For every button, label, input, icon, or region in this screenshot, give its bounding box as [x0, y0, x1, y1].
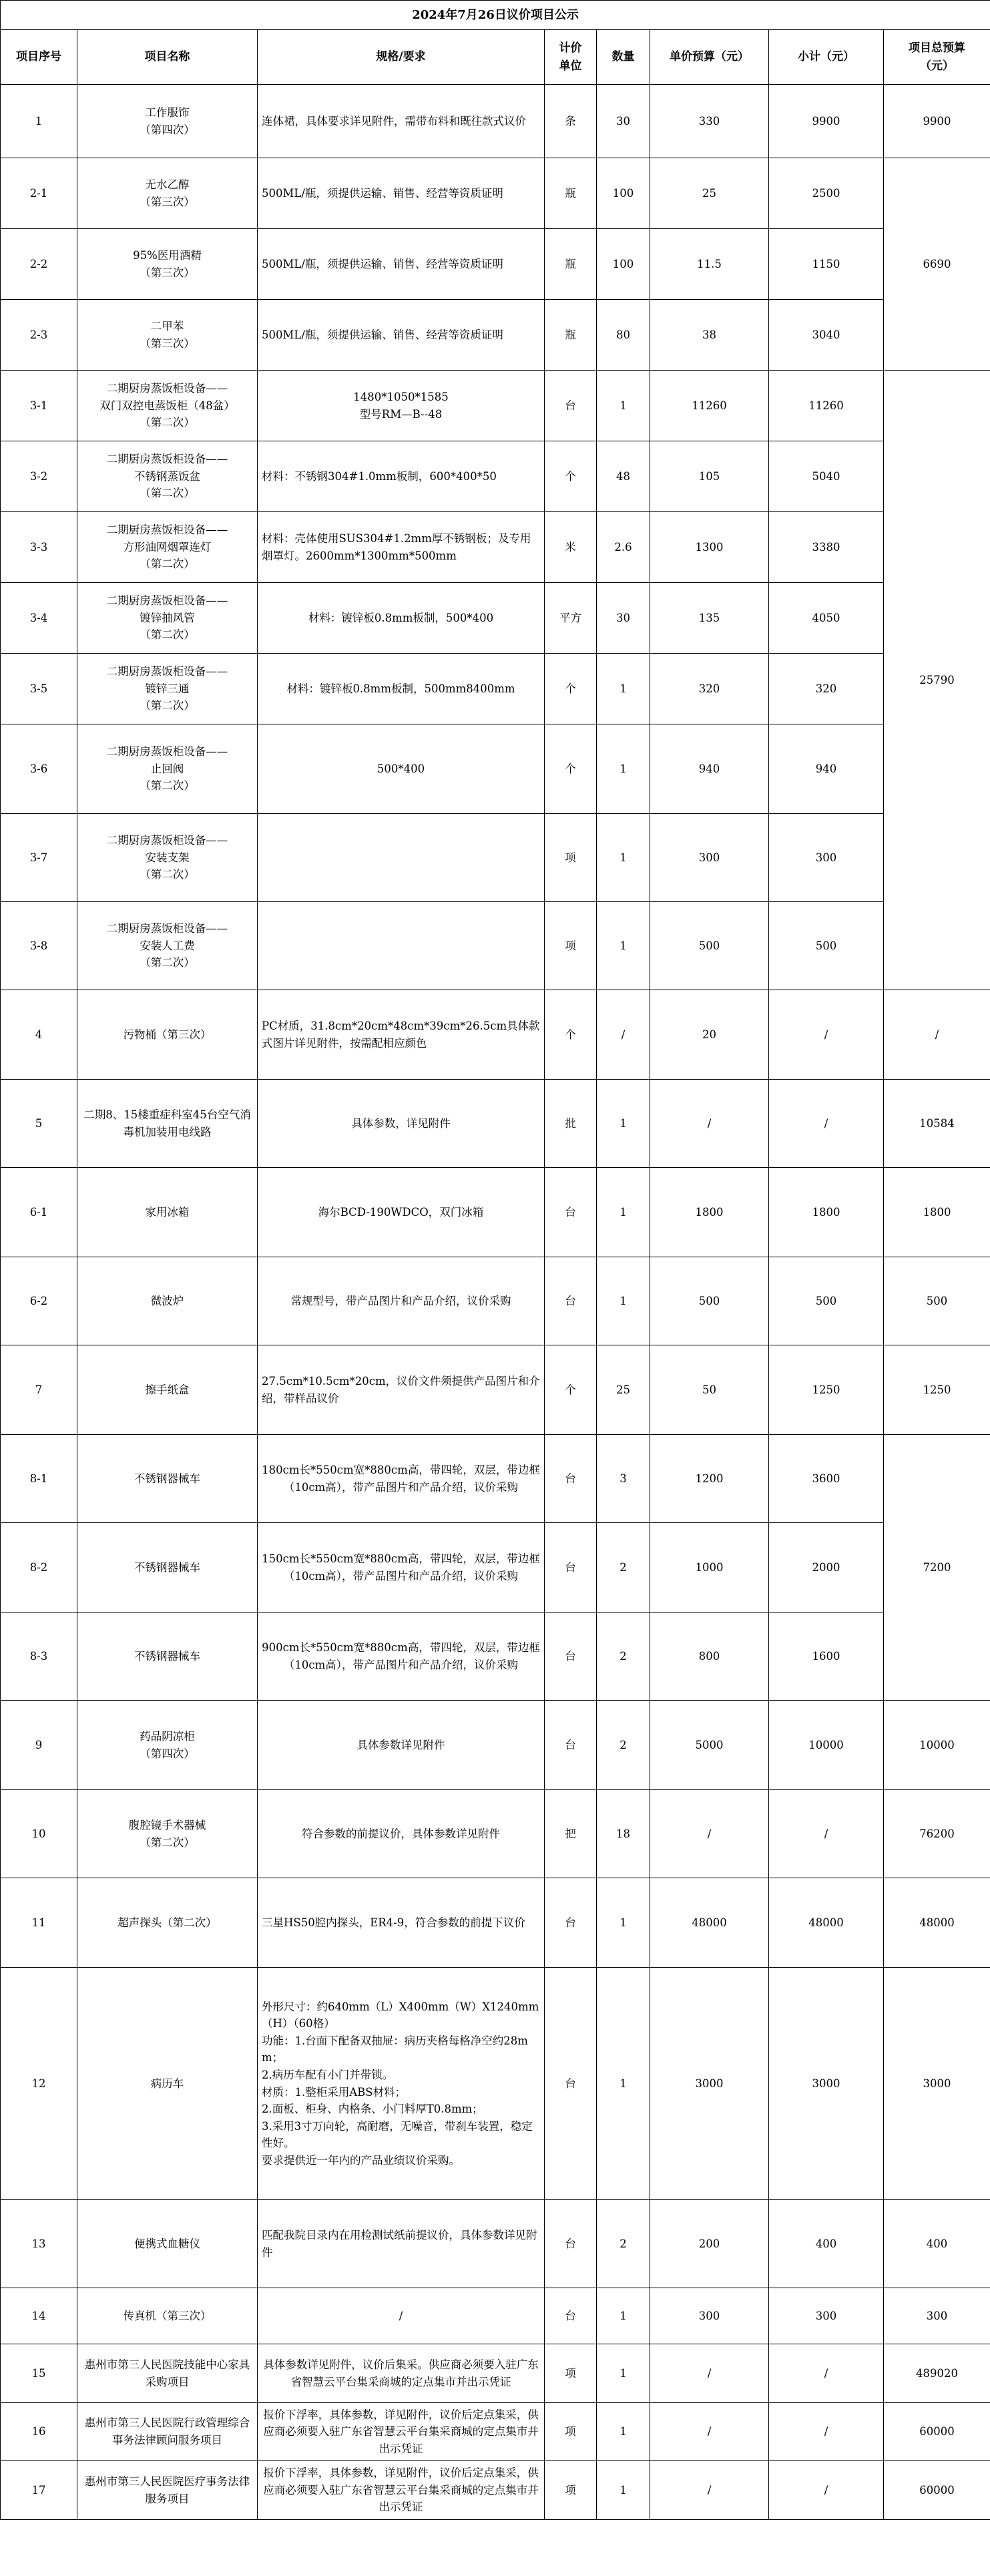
table-row: [1, 512, 990, 583]
row-subtotal: 3040: [769, 300, 884, 371]
row-unit: 台: [545, 2288, 597, 2344]
header-name: 项目名称: [77, 30, 258, 85]
row-total: 60000: [884, 2461, 990, 2520]
row-spec: 材料：壳体使用SUS304#1.2mm厚不锈钢板；及专用烟罩灯。2600mm*1300mm*500mm: [258, 512, 545, 583]
row-spec: 材料：镀锌板0.8mm板制，500*400: [258, 583, 545, 654]
table-row: [1, 1701, 990, 1790]
row-total: 489020: [884, 2344, 990, 2403]
row-spec: 150cm长*550cm宽*880cm高，带四轮，双层，带边框（10cm高），带产品图片和产品介绍，议价采购: [258, 1523, 545, 1613]
row-subtotal: 1600: [769, 1613, 884, 1701]
row-spec: 1480*1050*1585 型号RM—B--48: [258, 371, 545, 441]
table-title: 2024年7月26日议价项目公示: [1, 1, 990, 30]
row-subtotal: 2500: [769, 158, 884, 229]
row-spec: /: [258, 2288, 545, 2344]
table-row: [1, 229, 990, 300]
table-row: [1, 371, 990, 441]
row-total: 7200: [884, 1435, 990, 1701]
row-seq: 3-6: [1, 724, 77, 814]
row-qty: 80: [597, 300, 650, 371]
row-spec: 报价下浮率，具体参数，详见附件，议价后定点集采，供应商必须要入驻广东省智慧云平台集采商城的定点集市并出示凭证: [258, 2403, 545, 2461]
row-name: 无水乙醇 （第三次）: [77, 158, 258, 229]
header-spec: 规格/要求: [258, 30, 545, 85]
row-seq: 5: [1, 1080, 77, 1168]
row-seq: 3-5: [1, 654, 77, 724]
row-name: 二期厨房蒸饭柜设备—— 不锈钢蒸饭盆 （第二次）: [77, 441, 258, 512]
row-qty: /: [597, 990, 650, 1080]
row-unit: 瓶: [545, 229, 597, 300]
row-seq: 16: [1, 2403, 77, 2461]
row-spec: 500ML/瓶，须提供运输、销售、经营等资质证明: [258, 158, 545, 229]
row-qty: 1: [597, 2344, 650, 2403]
row-spec: 三星HS50腔内探头，ER4-9，符合参数的前提下议价: [258, 1878, 545, 1968]
row-name: 微波炉: [77, 1257, 258, 1345]
row-spec: 材料：镀锌板0.8mm板制，500mm8400mm: [258, 654, 545, 724]
row-name: 腹腔镜手术器械 （第二次）: [77, 1790, 258, 1878]
row-unit-price: 300: [650, 814, 769, 902]
table-row: [1, 1168, 990, 1257]
row-qty: 1: [597, 724, 650, 814]
header-total: 项目总预算 （元）: [884, 30, 990, 85]
row-qty: 2.6: [597, 512, 650, 583]
row-spec: 匹配我院目录内在用检测试纸前提议价，具体参数详见附件: [258, 2200, 545, 2288]
row-qty: 30: [597, 85, 650, 158]
row-seq: 9: [1, 1701, 77, 1790]
row-name: 二期厨房蒸饭柜设备—— 镀锌三通 （第二次）: [77, 654, 258, 724]
row-subtotal: 3380: [769, 512, 884, 583]
row-name: 二期厨房蒸饭柜设备—— 安装人工费 （第二次）: [77, 902, 258, 990]
row-unit: 项: [545, 2461, 597, 2520]
table-row: [1, 990, 990, 1080]
row-seq: 8-1: [1, 1435, 77, 1523]
row-qty: 2: [597, 2200, 650, 2288]
row-name: 不锈钢器械车: [77, 1523, 258, 1613]
table-row: [1, 300, 990, 371]
row-subtotal: 10000: [769, 1701, 884, 1790]
row-unit-price: 300: [650, 2288, 769, 2344]
row-unit-price: 1800: [650, 1168, 769, 1257]
row-name: 便携式血糖仪: [77, 2200, 258, 2288]
row-unit-price: 5000: [650, 1701, 769, 1790]
row-seq: 12: [1, 1968, 77, 2200]
row-name: 不锈钢器械车: [77, 1613, 258, 1701]
row-spec: 材料：不锈钢304#1.0mm板制，600*400*50: [258, 441, 545, 512]
table-row: [1, 1613, 990, 1701]
row-spec: 具体参数详见附件，议价后集采。供应商必须要入驻广东省智慧云平台集采商城的定点集市并出示凭证: [258, 2344, 545, 2403]
row-spec: [258, 814, 545, 902]
header-unit: 计价 单位: [545, 30, 597, 85]
row-unit-price: 25: [650, 158, 769, 229]
row-qty: 1: [597, 371, 650, 441]
row-unit: 瓶: [545, 300, 597, 371]
row-unit-price: /: [650, 2461, 769, 2520]
row-unit: 条: [545, 85, 597, 158]
row-qty: 1: [597, 902, 650, 990]
table-row: [1, 2344, 990, 2403]
row-name: 擦手纸盒: [77, 1345, 258, 1435]
row-qty: 1: [597, 1968, 650, 2200]
row-unit: 项: [545, 2403, 597, 2461]
row-qty: 48: [597, 441, 650, 512]
row-seq: 13: [1, 2200, 77, 2288]
row-spec: 180cm长*550cm宽*880cm高，带四轮，双层，带边框（10cm高），带产品图片和产品介绍，议价采购: [258, 1435, 545, 1523]
row-unit-price: 500: [650, 902, 769, 990]
row-unit: 米: [545, 512, 597, 583]
table-row: [1, 724, 990, 814]
row-spec: 500*400: [258, 724, 545, 814]
row-seq: 6-1: [1, 1168, 77, 1257]
row-unit: 台: [545, 1968, 597, 2200]
row-total: 48000: [884, 1878, 990, 1968]
row-subtotal: /: [769, 1790, 884, 1878]
row-total: 500: [884, 1257, 990, 1345]
row-seq: 3-4: [1, 583, 77, 654]
row-unit-price: /: [650, 1080, 769, 1168]
row-spec: 常规型号，带产品图片和产品介绍，议价采购: [258, 1257, 545, 1345]
row-total: 300: [884, 2288, 990, 2344]
row-subtotal: 940: [769, 724, 884, 814]
table-row: [1, 1080, 990, 1168]
row-name: 95%医用酒精 （第三次）: [77, 229, 258, 300]
row-seq: 3-1: [1, 371, 77, 441]
row-seq: 7: [1, 1345, 77, 1435]
table-row: [1, 1790, 990, 1878]
row-spec: 500ML/瓶，须提供运输、销售、经营等资质证明: [258, 229, 545, 300]
row-name: 二期厨房蒸饭柜设备—— 安装支架 （第二次）: [77, 814, 258, 902]
table-row: [1, 1435, 990, 1523]
row-unit-price: 11.5: [650, 229, 769, 300]
row-qty: 1: [597, 2288, 650, 2344]
row-name: 不锈钢器械车: [77, 1435, 258, 1523]
row-seq: 6-2: [1, 1257, 77, 1345]
row-seq: 10: [1, 1790, 77, 1878]
row-name: 二期厨房蒸饭柜设备—— 镀锌抽风管 （第二次）: [77, 583, 258, 654]
row-qty: 1: [597, 1080, 650, 1168]
row-unit: 台: [545, 1613, 597, 1701]
table-row: [1, 1878, 990, 1968]
row-subtotal: /: [769, 2403, 884, 2461]
row-unit-price: 3000: [650, 1968, 769, 2200]
header-subtotal: 小计（元）: [769, 30, 884, 85]
row-qty: 1: [597, 814, 650, 902]
row-unit: 台: [545, 1701, 597, 1790]
row-seq: 4: [1, 990, 77, 1080]
table-row: [1, 2200, 990, 2288]
row-unit-price: 330: [650, 85, 769, 158]
row-total: 6690: [884, 158, 990, 371]
row-unit: 个: [545, 1345, 597, 1435]
table-row: [1, 1968, 990, 2200]
row-qty: 1: [597, 1168, 650, 1257]
row-subtotal: 400: [769, 2200, 884, 2288]
row-unit: 台: [545, 1168, 597, 1257]
row-name: 二期厨房蒸饭柜设备—— 止回阀 （第二次）: [77, 724, 258, 814]
row-spec: 海尔BCD-190WDCO，双门冰箱: [258, 1168, 545, 1257]
row-qty: 25: [597, 1345, 650, 1435]
row-qty: 30: [597, 583, 650, 654]
row-seq: 8-3: [1, 1613, 77, 1701]
row-qty: 2: [597, 1701, 650, 1790]
table-row: [1, 1257, 990, 1345]
row-unit-price: 320: [650, 654, 769, 724]
row-qty: 1: [597, 2403, 650, 2461]
row-spec: 900cm长*550cm宽*880cm高，带四轮，双层，带边框（10cm高），带产品图片和产品介绍，议价采购: [258, 1613, 545, 1701]
row-qty: 1: [597, 2461, 650, 2520]
row-spec: 500ML/瓶，须提供运输、销售、经营等资质证明: [258, 300, 545, 371]
row-unit-price: 20: [650, 990, 769, 1080]
row-spec: [258, 902, 545, 990]
row-total: 10584: [884, 1080, 990, 1168]
row-unit-price: 135: [650, 583, 769, 654]
table-row: [1, 2288, 990, 2344]
row-spec: 外形尺寸：约640mm（L）X400mm（W）X1240mm（H）（60格） 功能：1.台面下配备双抽屉：病历夹格每格净空约28mm； 2.病历车配有小门并带锁。 材质：1.整柜采用ABS材料； 2.面板、柜身、内格条、小门料厚T0.8mm； 3.采用3寸万向轮，高耐磨，无噪音，带刹车装置，稳定性好。 要求提供近一年内的产品业绩议价采购。: [258, 1968, 545, 2200]
table-row: [1, 2461, 990, 2520]
row-subtotal: /: [769, 1080, 884, 1168]
row-unit-price: 500: [650, 1257, 769, 1345]
row-unit-price: 38: [650, 300, 769, 371]
row-subtotal: 500: [769, 1257, 884, 1345]
header-qty: 数量: [597, 30, 650, 85]
row-total: 25790: [884, 371, 990, 990]
row-name: 工作服饰 （第四次）: [77, 85, 258, 158]
row-subtotal: 3000: [769, 1968, 884, 2200]
row-name: 二期厨房蒸饭柜设备—— 双门双控电蒸饭柜（48盆） （第二次）: [77, 371, 258, 441]
row-seq: 17: [1, 2461, 77, 2520]
row-subtotal: 11260: [769, 371, 884, 441]
row-qty: 1: [597, 1257, 650, 1345]
row-unit: 台: [545, 1257, 597, 1345]
row-total: 76200: [884, 1790, 990, 1878]
row-subtotal: 2000: [769, 1523, 884, 1613]
row-name: 惠州市第三人民医院行政管理综合事务法律顾问服务项目: [77, 2403, 258, 2461]
row-qty: 3: [597, 1435, 650, 1523]
row-spec: 具体参数详见附件: [258, 1701, 545, 1790]
row-subtotal: 5040: [769, 441, 884, 512]
row-unit: 台: [545, 2200, 597, 2288]
row-unit: 个: [545, 990, 597, 1080]
row-subtotal: 300: [769, 814, 884, 902]
row-seq: 3-2: [1, 441, 77, 512]
row-spec: 符合参数的前提议价，具体参数详见附件: [258, 1790, 545, 1878]
table-row: [1, 2403, 990, 2461]
row-unit: 个: [545, 724, 597, 814]
row-seq: 3-7: [1, 814, 77, 902]
row-seq: 3-3: [1, 512, 77, 583]
row-seq: 2-1: [1, 158, 77, 229]
row-unit-price: 940: [650, 724, 769, 814]
row-unit: 项: [545, 2344, 597, 2403]
row-name: 惠州市第三人民医院技能中心家具采购项目: [77, 2344, 258, 2403]
row-name: 二期厨房蒸饭柜设备—— 方形油网烟罩连灯 （第二次）: [77, 512, 258, 583]
row-seq: 15: [1, 2344, 77, 2403]
row-qty: 1: [597, 654, 650, 724]
row-unit: 批: [545, 1080, 597, 1168]
row-seq: 1: [1, 85, 77, 158]
row-unit: 平方: [545, 583, 597, 654]
row-unit-price: 105: [650, 441, 769, 512]
row-unit-price: 1300: [650, 512, 769, 583]
row-total: 60000: [884, 2403, 990, 2461]
row-unit-price: 1200: [650, 1435, 769, 1523]
row-unit-price: 48000: [650, 1878, 769, 1968]
row-qty: 100: [597, 158, 650, 229]
row-subtotal: /: [769, 2461, 884, 2520]
row-name: 二期8、15楼重症科室45台空气消毒机加装用电线路: [77, 1080, 258, 1168]
row-subtotal: 9900: [769, 85, 884, 158]
row-qty: 2: [597, 1613, 650, 1701]
row-unit: 台: [545, 371, 597, 441]
row-name: 药品阴凉柜 （第四次）: [77, 1701, 258, 1790]
row-subtotal: 300: [769, 2288, 884, 2344]
row-name: 二甲苯 （第三次）: [77, 300, 258, 371]
row-unit-price: 200: [650, 2200, 769, 2288]
row-unit-price: /: [650, 1790, 769, 1878]
row-total: 9900: [884, 85, 990, 158]
table-row: [1, 583, 990, 654]
row-subtotal: 1800: [769, 1168, 884, 1257]
row-total: 10000: [884, 1701, 990, 1790]
row-spec: PC材质，31.8cm*20cm*48cm*39cm*26.5cm具体款式图片详见附件，按需配相应颜色: [258, 990, 545, 1080]
row-spec: 27.5cm*10.5cm*20cm，议价文件须提供产品图片和介绍，带样品议价: [258, 1345, 545, 1435]
header-seq: 项目序号: [1, 30, 77, 85]
row-total: 3000: [884, 1968, 990, 2200]
row-name: 污物桶（第三次）: [77, 990, 258, 1080]
row-unit: 项: [545, 814, 597, 902]
table-row: [1, 158, 990, 229]
table-row: [1, 902, 990, 990]
row-subtotal: 3600: [769, 1435, 884, 1523]
row-subtotal: /: [769, 990, 884, 1080]
row-name: 传真机（第三次）: [77, 2288, 258, 2344]
row-unit-price: 11260: [650, 371, 769, 441]
row-total: 1250: [884, 1345, 990, 1435]
row-qty: 18: [597, 1790, 650, 1878]
row-unit-price: 50: [650, 1345, 769, 1435]
table-row: [1, 1523, 990, 1613]
row-name: 病历车: [77, 1968, 258, 2200]
row-unit-price: 800: [650, 1613, 769, 1701]
row-total: 400: [884, 2200, 990, 2288]
row-subtotal: 4050: [769, 583, 884, 654]
row-name: 家用冰箱: [77, 1168, 258, 1257]
row-subtotal: 500: [769, 902, 884, 990]
row-spec: 报价下浮率，具体参数，详见附件，议价后定点集采，供应商必须要入驻广东省智慧云平台集采商城的定点集市并出示凭证: [258, 2461, 545, 2520]
row-seq: 2-3: [1, 300, 77, 371]
row-seq: 3-8: [1, 902, 77, 990]
header-unit-price: 单价预算（元）: [650, 30, 769, 85]
table-row: [1, 85, 990, 158]
row-unit: 项: [545, 902, 597, 990]
row-unit: 把: [545, 1790, 597, 1878]
row-unit-price: 1000: [650, 1523, 769, 1613]
row-seq: 11: [1, 1878, 77, 1968]
row-unit: 个: [545, 441, 597, 512]
row-total: 1800: [884, 1168, 990, 1257]
row-unit: 台: [545, 1435, 597, 1523]
table-row: [1, 441, 990, 512]
table-row: [1, 654, 990, 724]
row-spec: 连体裙，具体要求详见附件，需带布料和既往款式议价: [258, 85, 545, 158]
table-row: [1, 814, 990, 902]
row-unit-price: /: [650, 2344, 769, 2403]
row-qty: 100: [597, 229, 650, 300]
row-unit: 个: [545, 654, 597, 724]
row-unit: 台: [545, 1878, 597, 1968]
row-total: /: [884, 990, 990, 1080]
row-name: 惠州市第三人民医院医疗事务法律服务项目: [77, 2461, 258, 2520]
row-subtotal: 1150: [769, 229, 884, 300]
table-row: [1, 1345, 990, 1435]
row-spec: 具体参数，详见附件: [258, 1080, 545, 1168]
row-subtotal: 48000: [769, 1878, 884, 1968]
row-qty: 1: [597, 1878, 650, 1968]
row-seq: 2-2: [1, 229, 77, 300]
row-seq: 14: [1, 2288, 77, 2344]
row-unit-price: /: [650, 2403, 769, 2461]
row-seq: 8-2: [1, 1523, 77, 1613]
row-unit: 台: [545, 1523, 597, 1613]
row-subtotal: /: [769, 2344, 884, 2403]
row-subtotal: 1250: [769, 1345, 884, 1435]
row-name: 超声探头（第二次）: [77, 1878, 258, 1968]
row-unit: 瓶: [545, 158, 597, 229]
row-subtotal: 320: [769, 654, 884, 724]
row-qty: 2: [597, 1523, 650, 1613]
